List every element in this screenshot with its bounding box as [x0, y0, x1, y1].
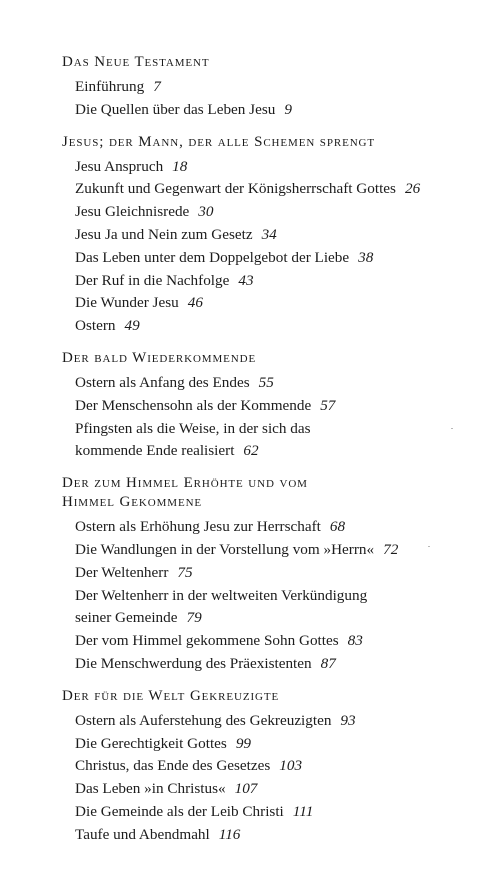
section-title: Jesus; der Mann, der alle Schemen sprengt [62, 133, 376, 150]
page-number: 72 [383, 540, 399, 558]
toc-entry [62, 539, 492, 562]
page-number: 46 [187, 294, 203, 312]
toc-entry [62, 516, 492, 539]
entry-title: Taufe und Abendmahl [75, 825, 210, 843]
page-number: 57 [320, 396, 336, 414]
paper-speck [428, 546, 430, 547]
entry-title: Die Gemeinde als der Leib Christi [75, 802, 284, 820]
toc-entry [62, 224, 492, 247]
entry-title: Die Quellen über das Leben Jesu [75, 100, 276, 118]
entry-title: Ostern als Auferstehung des Gekreuzigten [75, 711, 332, 729]
toc-entry [62, 585, 492, 608]
entry-title: Der vom Himmel gekommene Sohn Gottes [75, 632, 339, 650]
entry-title: Jesu Ja und Nein zum Gesetz [75, 225, 253, 243]
toc-section [62, 687, 492, 847]
entry-title: kommende Ende realisiert [75, 442, 235, 460]
toc-entry [62, 824, 492, 847]
toc-entry [62, 562, 492, 585]
page-number: 9 [284, 100, 292, 118]
page-number: 111 [292, 802, 314, 820]
entry-title: Christus, das Ende des Gesetzes [75, 757, 271, 775]
entry-title: Zukunft und Gegenwart der Königsherrschaft Gottes [75, 180, 396, 198]
page-number: 62 [243, 442, 259, 460]
entry-title: Jesu Gleichnisrede [75, 203, 190, 221]
entry-title: Ostern als Anfang des Endes [75, 373, 250, 391]
entry-title: Jesu Anspruch [75, 157, 164, 175]
entry-title: Die Wandlungen in der Vorstellung vom »Herrn« [75, 540, 375, 558]
toc-entry [62, 372, 492, 395]
toc-section [62, 349, 492, 463]
toc-entry [62, 76, 492, 99]
page-number: 116 [218, 825, 241, 843]
toc-entry [62, 201, 492, 224]
entry-title: Einführung [75, 78, 145, 95]
toc-entry [62, 178, 492, 201]
entry-title: Die Menschwerdung des Präexistenten [75, 654, 312, 672]
entry-title: Die Gerechtigkeit Gottes [75, 734, 227, 752]
page-number: 99 [235, 734, 252, 752]
entry-title: Das Leben unter dem Doppelgebot der Liebe [75, 248, 350, 266]
toc-entry [62, 395, 492, 418]
section-title-continued: Himmel Gekommene [62, 494, 203, 511]
page-number: 7 [153, 78, 161, 95]
toc-entry [62, 247, 492, 270]
toc-entry [62, 778, 492, 801]
entry-title: Der Menschensohn als der Kommende [75, 396, 312, 414]
page-number: 93 [340, 711, 356, 729]
page-number: 55 [258, 373, 274, 391]
page-number: 18 [172, 157, 188, 175]
toc-section [62, 133, 492, 338]
page-number: 38 [358, 248, 374, 266]
toc-entry [62, 710, 492, 733]
toc-entry [62, 607, 492, 630]
toc-entry [62, 653, 492, 676]
toc-entry [62, 733, 492, 756]
toc-entry [62, 418, 492, 441]
page-number: 49 [124, 317, 140, 335]
page-number: 26 [404, 180, 421, 198]
page-number: 75 [177, 563, 193, 581]
entry-title: Der Weltenherr in der weltweiten Verkündigung [75, 586, 368, 604]
page-number: 43 [238, 271, 254, 289]
page-number: 103 [279, 757, 303, 775]
entry-title: Der Ruf in die Nachfolge [75, 271, 230, 289]
page-number: 30 [198, 203, 214, 221]
page-number: 107 [234, 780, 258, 798]
toc-section [62, 474, 492, 676]
toc-entry [62, 440, 492, 463]
entry-title: Das Leben »in Christus« [75, 780, 226, 798]
entry-title: Ostern als Erhöhung Jesu zur Herrschaft [75, 518, 321, 536]
entry-title: seiner Gemeinde [75, 609, 178, 627]
section-title: Der zum Himmel Erhöhte und vom [62, 475, 308, 492]
toc-entry [62, 755, 492, 778]
entry-title: Ostern [75, 317, 116, 335]
toc-entry [62, 156, 492, 179]
toc-entry [62, 99, 492, 122]
page-number: 68 [329, 518, 346, 536]
toc-entry [62, 630, 492, 653]
page-number: 79 [186, 609, 202, 627]
page-number: 87 [320, 654, 336, 672]
page-number: 83 [347, 632, 363, 650]
toc-entry [62, 270, 492, 293]
toc-section [62, 53, 492, 122]
section-title: Das Neue Testament [62, 54, 210, 70]
entry-title: Der Weltenherr [75, 563, 169, 581]
page-number: 34 [261, 225, 277, 243]
toc-entry [62, 801, 492, 824]
section-title: Der für die Welt Gekreuzigte [62, 687, 280, 704]
entry-title: Die Wunder Jesu [75, 294, 179, 312]
section-title: Der bald Wiederkommende [62, 349, 257, 366]
entry-title: Pfingsten als die Weise, in der sich das [75, 419, 311, 437]
table-of-contents [62, 53, 492, 847]
toc-entry [62, 292, 492, 315]
paper-speck [451, 428, 453, 429]
toc-entry [62, 315, 492, 338]
